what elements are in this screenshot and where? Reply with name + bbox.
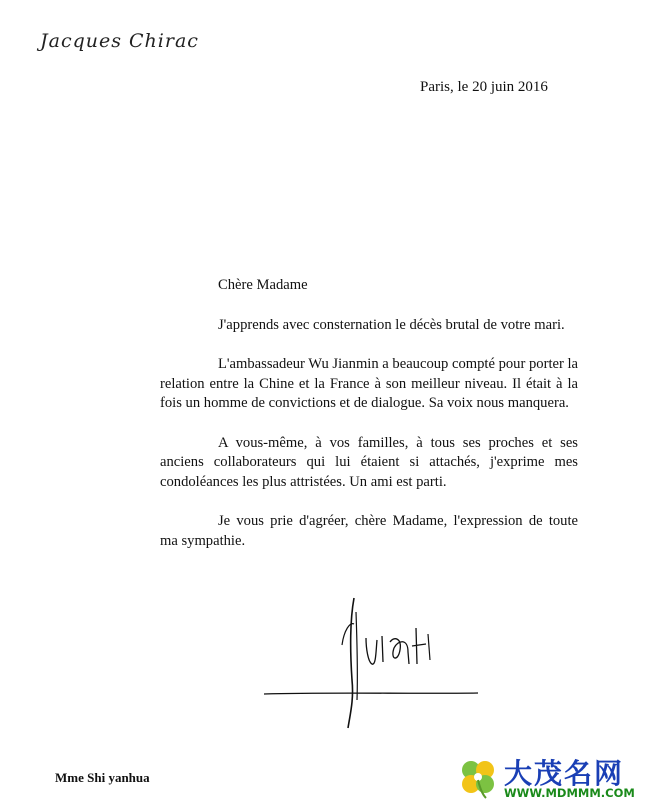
- paragraph-1: J'apprends avec consternation le décès brutal de votre mari.: [218, 316, 565, 333]
- watermark-title: 大茂名网: [504, 757, 625, 790]
- clover-logo-icon: [456, 756, 500, 800]
- addressee: Mme Shi yanhua: [55, 770, 150, 785]
- paragraph-4: Je vous prie d'agréer, chère Madame, l'expression de toute ma sympathie.: [160, 513, 578, 549]
- paragraph-2: L'ambassadeur Wu Jianmin a beaucoup compté pour porter la relation entre la Chine et la France à son meilleur niveau. Il était à la fois un homme de convictions et de dialogue. Sa voix nous manquera.: [160, 356, 579, 411]
- letter-date: Paris, le 20 juin 2016: [420, 79, 548, 95]
- watermark-url: WWW.MDMMM.COM: [504, 786, 635, 800]
- paragraph-3: A vous-même, à vos familles, à tous ses proches et ses anciens collaborateurs qui lui étaient si attachés, j'exprime mes condoléances les plus attristées. Un ami est parti.: [160, 434, 578, 490]
- salutation: Chère Madame: [218, 277, 308, 293]
- letterhead-signature: Jacques Chirac: [40, 30, 199, 52]
- handwritten-signature: [262, 590, 482, 740]
- letter-body: [160, 276, 578, 551]
- watermark: [456, 750, 642, 808]
